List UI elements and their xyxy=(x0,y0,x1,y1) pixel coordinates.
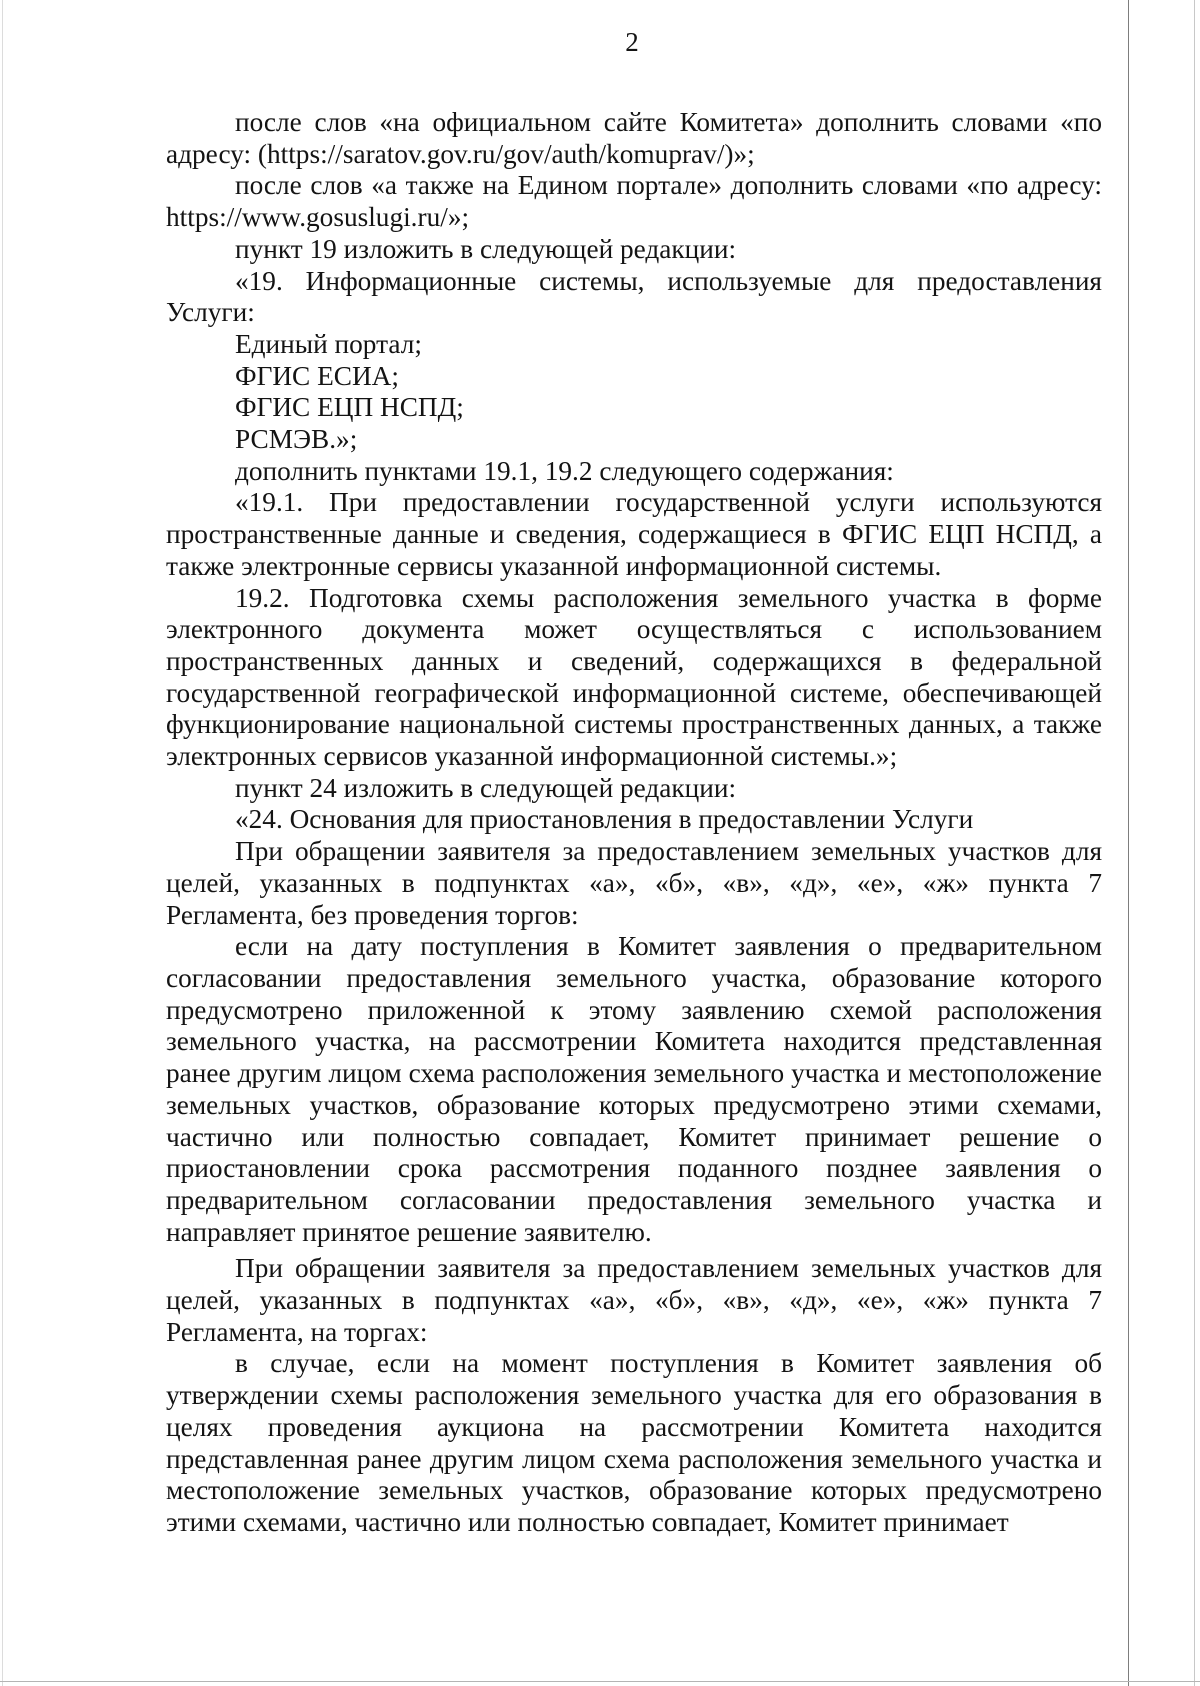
scan-left-edge xyxy=(2,0,3,1686)
page-number: 2 xyxy=(625,27,639,57)
paragraph: «19. Информационные системы, используемые для предоставления Услуги: xyxy=(166,265,1102,328)
paragraph: РСМЭВ.»; xyxy=(235,424,358,455)
paragraph: Единый портал; xyxy=(235,328,422,359)
paragraph: ФГИС ЕЦП НСПД; xyxy=(235,392,464,423)
scan-bottom-edge xyxy=(0,1681,1200,1682)
paragraph: «19.1. При предоставлении государственной услуги используются пространственные данные и сведения, содержащиеся в ФГИС ЕЦП НСПД, а также электронные сервисы указанной информационной системы. xyxy=(166,487,1102,581)
paragraph: «24. Основания для приостановления в предоставлении Услуги xyxy=(235,804,974,835)
paragraph: в случае, если на момент поступления в Комитет заявления об утверждении схемы расположения земельного участка для его образования в целях проведения аукциона на рассмотрении Комитета находится представленная ранее другим лицом схема расположения земельного участка и местоположение земельных участков, образование которых предусмотрено этими схемами, частично или полностью совпадает, Комитет принимает xyxy=(166,1348,1102,1537)
scan-outer-edge xyxy=(1194,0,1195,1686)
paragraph: после слов «на официальном сайте Комитета» дополнить словами «по адресу: (https://saratov.gov.ru/gov/auth/komuprav/)»; xyxy=(166,107,1102,169)
paragraph: пункт 19 изложить в следующей редакции: xyxy=(235,233,737,264)
paragraph: 19.2. Подготовка схемы расположения земельного участка в форме электронного документа может осуществляться с использованием пространственных данных и сведений, содержащихся в федеральной государственной географической информационной системе, обеспечивающей функционирование национальной системы пространственных данных, а также электронных сервисов указанной информационной системы.»; xyxy=(166,582,1102,772)
paragraph: если на дату поступления в Комитет заявления о предварительном согласовании предоставления земельного участка, образование которого предусмотрено приложенной к этому заявлению схемой расположения земельного участка, на рассмотрении Комитета находится представленная ранее другим лицом схема расположения земельного участка и местоположение земельных участков, образование которых предусмотрено этими схемами, частично или полностью совпадает, Комитет принимает решение о приостановлении срока рассмотрения поданного позднее заявления о предварительном согласовании предоставления земельного участка и направляет принятое решение заявителю. xyxy=(166,931,1102,1247)
paragraph: При обращении заявителя за предоставлением земельных участков для целей, указанных в подпунктах «а», «б», «в», «д», «е», «ж» пункта 7 Регламента, без проведения торгов: xyxy=(166,836,1102,930)
paragraph: ФГИС ЕСИА; xyxy=(235,360,399,391)
paragraph: При обращении заявителя за предоставлением земельных участков для целей, указанных в подпунктах «а», «б», «в», «д», «е», «ж» пункта 7 Регламента, на торгах: xyxy=(166,1253,1102,1347)
paragraph: дополнить пунктами 19.1, 19.2 следующего содержания: xyxy=(235,455,894,486)
paragraph: пункт 24 изложить в следующей редакции: xyxy=(235,772,737,803)
scan-right-edge xyxy=(1128,0,1129,1686)
document-body xyxy=(166,107,1102,1539)
paragraph: после слов «а также на Едином портале» дополнить словами «по адресу: https://www.gosuslugi.ru/»; xyxy=(166,170,1102,233)
